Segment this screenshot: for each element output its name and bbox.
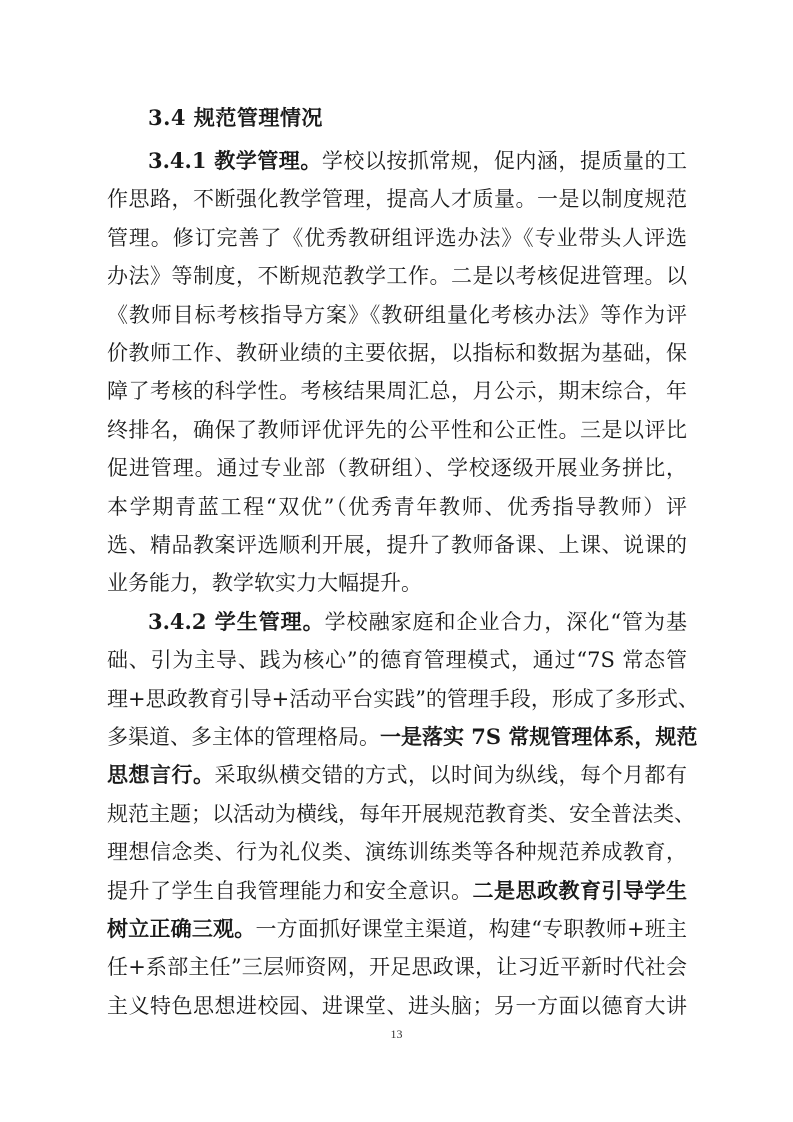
text-line: [107, 872, 687, 910]
text-span: 管理。修订完善了《优秀教研组评选办法》《专业带头人评选: [107, 225, 687, 250]
text-line: [107, 795, 695, 833]
text-line: [107, 987, 687, 1025]
text-line: [107, 296, 687, 334]
text-span: 一方面抓好课堂主渠道，构建“专职教师+班主: [255, 917, 687, 941]
bold-text-span: 3.4.2 学生管理。: [148, 608, 325, 634]
text-span: 提升了学生自我管理能力和安全意识。: [107, 878, 473, 903]
text-span: 障了考核的科学性。考核结果周汇总，月公示，期末综合，年: [107, 379, 687, 404]
text-line: [148, 603, 687, 641]
text-line: [107, 718, 698, 756]
text-line: [107, 180, 687, 218]
bold-text-span: 3.4.1 教学管理。: [148, 148, 322, 173]
text-line: [107, 680, 699, 718]
bold-text-span: 思想言行。: [107, 762, 215, 788]
text-line: [107, 948, 687, 986]
text-line: [107, 833, 687, 871]
text-span: 规范主题；以活动为横线，每年开展规范教育类、安全普法类、: [107, 801, 695, 826]
page-number: 13: [390, 1027, 403, 1041]
bold-text-span: 二是思政教育引导学生: [472, 877, 687, 903]
text-line: [107, 756, 687, 794]
text-line: [107, 219, 687, 257]
bold-text-span: 一是落实 7S 常规管理体系，规范: [380, 724, 698, 749]
text-line: [107, 526, 687, 564]
text-span: 《教师目标考核指导方案》《教研组量化考核办法》等作为评: [107, 302, 687, 327]
text-line: [107, 411, 687, 449]
text-span: 学校融家庭和企业合力，深化“管为基: [324, 609, 687, 634]
text-span: 多渠道、多主体的管理格局。: [107, 725, 380, 749]
text-line: [107, 641, 687, 679]
text-span: 学校以按抓常规，促内涵，提质量的工: [321, 149, 687, 173]
text-span: 促进管理。通过专业部（教研组）、学校逐级开展业务拼比，: [107, 456, 687, 481]
text-span: 办法》等制度，不断规范教学工作。二是以考核促进管理。以: [107, 264, 687, 289]
text-span: 终排名，确保了教师评优评先的公平性和公正性。三是以评比: [107, 417, 687, 442]
bold-text-span: 树立正确三观。: [107, 916, 256, 941]
text-span: 本学期青蓝工程“双优”（优秀青年教师、优秀指导教师）评: [107, 494, 687, 519]
text-span: 主义特色思想进校园、进课堂、进头脑；另一方面以德育大讲: [107, 993, 687, 1018]
text-line: [107, 334, 687, 372]
text-span: 业务能力，教学软实力大幅提升。: [107, 571, 422, 596]
text-span: 任+系部主任”三层师资网，开足思政课，让习近平新时代社会: [107, 955, 687, 980]
text-span: 理+思政教育引导+活动平台实践”的管理手段，形成了多形式、: [107, 686, 699, 711]
text-line: [107, 449, 687, 487]
text-line: [107, 372, 687, 410]
text-span: 价教师工作、教研业绩的主要依据，以指标和数据为基础，保: [107, 341, 687, 365]
text-span: 础、引为主导、践为核心”的德育管理模式，通过“7S 常态管: [107, 648, 687, 673]
text-line: [148, 142, 687, 180]
text-span: 采取纵横交错的方式，以时间为纵线，每个月都有: [214, 763, 687, 788]
section-heading: 3.4 规范管理情况: [148, 105, 323, 130]
text-line: [107, 564, 687, 602]
text-line: [107, 488, 687, 526]
text-line: [107, 257, 687, 295]
text-span: 作思路，不断强化教学管理，提高人才质量。一是以制度规范: [107, 187, 687, 212]
text-span: 选、精品教案评选顺利开展，提升了教师备课、上课、说课的: [107, 533, 687, 557]
text-span: 理想信念类、行为礼仪类、演练训练类等各种规范养成教育，: [107, 840, 687, 865]
text-line: [107, 910, 687, 948]
